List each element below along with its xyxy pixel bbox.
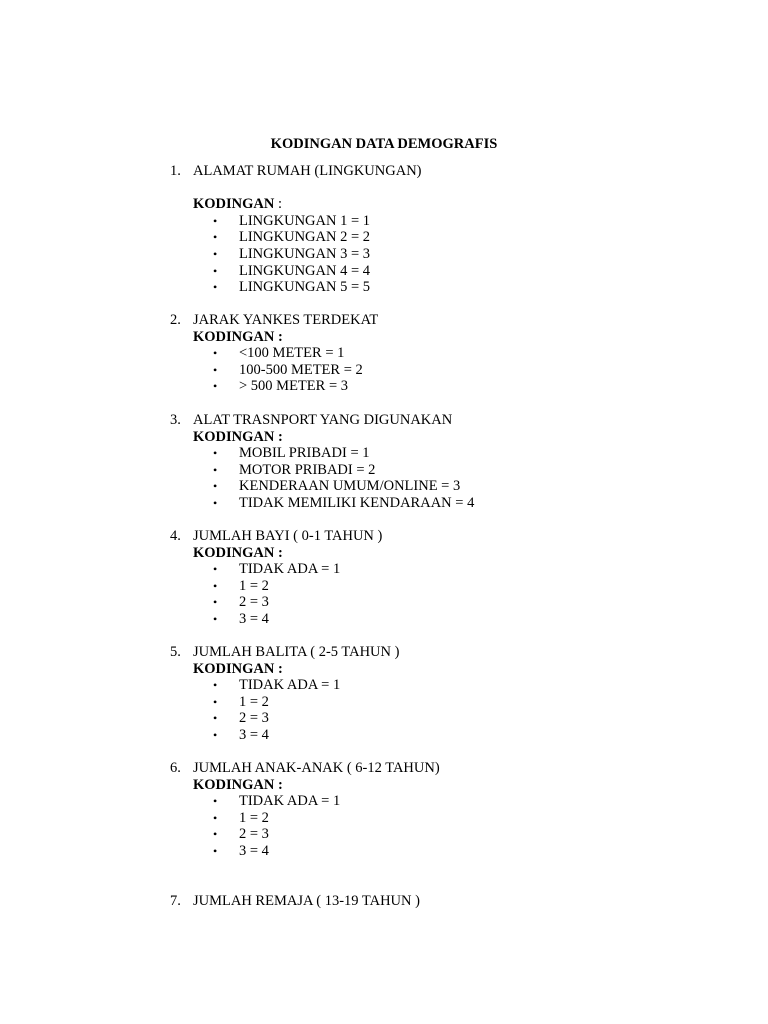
section-heading-line xyxy=(0,312,768,329)
bullet-icon: • xyxy=(213,446,218,461)
section-heading: JUMLAH BAYI ( 0-1 TAHUN ) xyxy=(193,528,383,544)
section-2 xyxy=(0,312,768,395)
kodingan-line xyxy=(0,545,768,562)
list-item xyxy=(0,694,768,711)
bullet-icon: • xyxy=(213,595,218,610)
bullet-icon: • xyxy=(213,727,218,742)
section-heading-line xyxy=(0,760,768,777)
bullet-icon: • xyxy=(213,346,218,361)
bullet-icon: • xyxy=(213,827,218,842)
kodingan-line xyxy=(0,329,768,346)
list-item xyxy=(0,810,768,827)
list-item xyxy=(0,826,768,843)
list-item-text: 1 = 2 xyxy=(239,577,269,594)
kodingan-label: KODINGAN : xyxy=(193,660,283,677)
list-item xyxy=(0,793,768,810)
list-item xyxy=(0,495,768,512)
kodingan-label: KODINGAN : xyxy=(193,776,283,793)
section-heading: JUMLAH REMAJA ( 13-19 TAHUN ) xyxy=(193,893,420,909)
kodingan-line xyxy=(0,661,768,678)
section-heading: ALAT TRASNPORT YANG DIGUNAKAN xyxy=(193,412,453,428)
list-item-text: 3 = 4 xyxy=(239,842,269,859)
list-item xyxy=(0,345,768,362)
section-1 xyxy=(0,163,768,296)
section-number: 1. xyxy=(170,163,181,179)
kodingan-label-text: KODINGAN xyxy=(193,196,275,213)
list-item-text: 3 = 4 xyxy=(239,726,269,743)
kodingan-label: KODINGAN : xyxy=(193,544,283,561)
list-item-text: TIDAK ADA = 1 xyxy=(239,793,341,810)
list-item xyxy=(0,611,768,628)
list-item-text: LINGKUNGAN 1 = 1 xyxy=(239,212,371,229)
list-item xyxy=(0,677,768,694)
list-item xyxy=(0,279,768,296)
kodingan-line xyxy=(0,777,768,794)
section-heading-line xyxy=(0,528,768,545)
bullet-icon: • xyxy=(213,230,218,245)
section-7 xyxy=(0,893,768,910)
section-heading: JUMLAH BALITA ( 2-5 TAHUN ) xyxy=(193,644,400,660)
list-item-text: TIDAK ADA = 1 xyxy=(239,677,341,694)
list-item-text: LINGKUNGAN 4 = 4 xyxy=(239,262,371,279)
kodingan-line xyxy=(0,196,768,213)
list-item xyxy=(0,213,768,230)
list-item-text: 100-500 METER = 2 xyxy=(239,361,363,378)
list-item-text: MOBIL PRIBADI = 1 xyxy=(239,445,370,462)
list-item-text: 2 = 3 xyxy=(239,594,269,611)
bullet-icon: • xyxy=(213,246,218,261)
list-item xyxy=(0,263,768,280)
bullet-icon: • xyxy=(213,711,218,726)
section-heading-line xyxy=(0,893,768,910)
spacer xyxy=(0,180,768,197)
list-item-text: > 500 METER = 3 xyxy=(239,378,348,395)
bullet-icon: • xyxy=(213,213,218,228)
kodingan-colon: : xyxy=(274,196,283,213)
list-item-text: 1 = 2 xyxy=(239,809,269,826)
kodingan-label xyxy=(193,196,282,213)
list-item xyxy=(0,594,768,611)
section-heading-line xyxy=(0,412,768,429)
section-heading-line xyxy=(0,163,768,180)
kodingan-label: KODINGAN : xyxy=(193,328,283,345)
bullet-icon: • xyxy=(213,611,218,626)
bullet-icon: • xyxy=(213,263,218,278)
section-6 xyxy=(0,760,768,860)
section-number: 3. xyxy=(170,412,181,428)
list-item-text: 1 = 2 xyxy=(239,693,269,710)
bullet-icon: • xyxy=(213,362,218,377)
bullet-icon: • xyxy=(213,578,218,593)
bullet-icon: • xyxy=(213,810,218,825)
bullet-icon: • xyxy=(213,694,218,709)
document-title: KODINGAN DATA DEMOGRAFIS xyxy=(270,136,498,152)
list-item-text: TIDAK ADA = 1 xyxy=(239,561,341,578)
section-heading: JARAK YANKES TERDEKAT xyxy=(193,312,379,328)
bullet-icon: • xyxy=(213,462,218,477)
list-item xyxy=(0,561,768,578)
section-4 xyxy=(0,528,768,628)
bullet-icon: • xyxy=(213,794,218,809)
section-number: 2. xyxy=(170,312,181,328)
bullet-icon: • xyxy=(213,843,218,858)
list-item-text: LINGKUNGAN 3 = 3 xyxy=(239,245,371,262)
section-heading-line xyxy=(0,644,768,661)
list-item xyxy=(0,462,768,479)
list-item xyxy=(0,478,768,495)
kodingan-line xyxy=(0,429,768,446)
section-3 xyxy=(0,412,768,512)
list-item xyxy=(0,362,768,379)
section-heading: ALAMAT RUMAH (LINGKUNGAN) xyxy=(193,163,422,179)
list-item-text: <100 METER = 1 xyxy=(239,345,345,362)
list-item xyxy=(0,445,768,462)
section-number: 7. xyxy=(170,893,181,909)
kodingan-label: KODINGAN : xyxy=(193,428,283,445)
list-item xyxy=(0,578,768,595)
bullet-icon: • xyxy=(213,479,218,494)
list-item-text: 2 = 3 xyxy=(239,710,269,727)
list-item xyxy=(0,246,768,263)
section-number: 6. xyxy=(170,760,181,776)
section-number: 5. xyxy=(170,644,181,660)
list-item-text: LINGKUNGAN 2 = 2 xyxy=(239,229,371,246)
list-item xyxy=(0,710,768,727)
bullet-icon: • xyxy=(213,495,218,510)
bullet-icon: • xyxy=(213,562,218,577)
section-heading: JUMLAH ANAK-ANAK ( 6-12 TAHUN) xyxy=(193,760,440,776)
bullet-icon: • xyxy=(213,280,218,295)
section-5 xyxy=(0,644,768,744)
list-item-text: MOTOR PRIBADI = 2 xyxy=(239,461,376,478)
section-number: 4. xyxy=(170,528,181,544)
list-item-text: LINGKUNGAN 5 = 5 xyxy=(239,279,371,296)
list-item-text: 3 = 4 xyxy=(239,610,269,627)
list-item xyxy=(0,229,768,246)
bullet-icon: • xyxy=(213,379,218,394)
list-item-text: KENDERAAN UMUM/ONLINE = 3 xyxy=(239,478,461,495)
list-item-text: 2 = 3 xyxy=(239,826,269,843)
bullet-icon: • xyxy=(213,678,218,693)
list-item xyxy=(0,727,768,744)
list-item-text: TIDAK MEMILIKI KENDARAAN = 4 xyxy=(239,494,475,511)
list-item xyxy=(0,378,768,395)
list-item xyxy=(0,843,768,860)
